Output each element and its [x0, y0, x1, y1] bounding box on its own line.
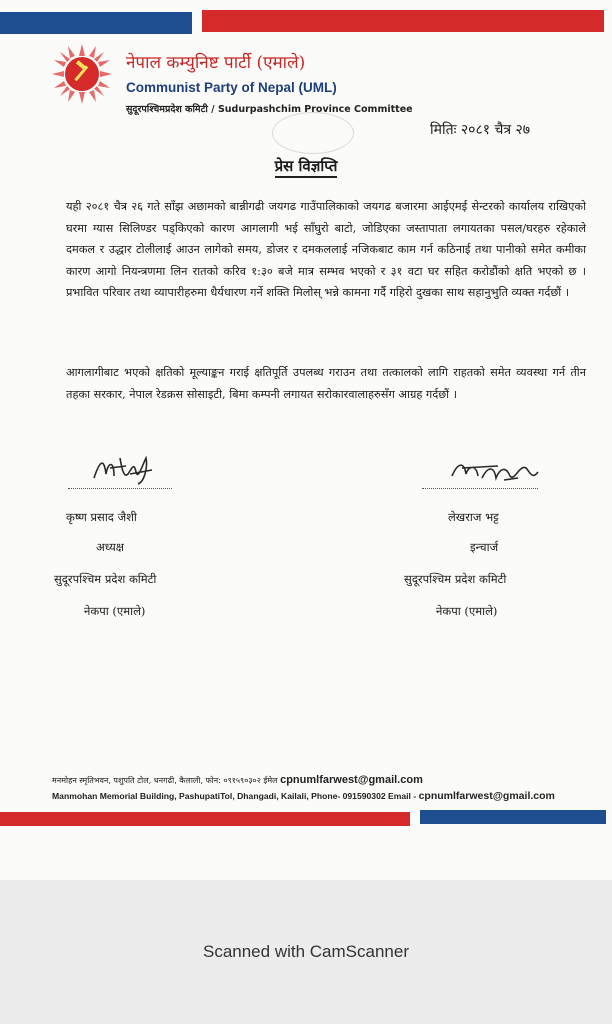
press-release-title — [0, 156, 612, 176]
body-paragraph-2: आगलागीबाट भएको क्षतिको मूल्याङ्कन गराई क्षतिपूर्ति उपलब्ध गराउन तथा तत्कालको लागि राहतको समेत व्यवस्था गर्न तीन तहका सरकार, नेपाल रेडक्रस सोसाइटी, बिमा कम्पनी लगायत सरोकारवालाहरुसँग आग्रह गर्दछौं । — [66, 366, 586, 401]
signer-right-position: इन्चार्ज — [470, 540, 499, 554]
signer-left-committee: सुदूरपश्चिम प्रदेश कमिटी — [54, 572, 157, 586]
signature-line-left — [68, 488, 172, 489]
footer-address-english — [52, 790, 555, 802]
body-paragraph-1: यही २०८१ चैत्र २६ गते साँझ अछामको बान्नीगढी जयगढ गाउँपालिकाको जयगढ बजारमा आईएमई सेन्टरको कार्यालय राखिएको घरमा ग्यास सिलिण्डर पड्किएको कारण आगलागी भई साँघुरो बाटो, जोडिएका जस्तापाता लगायतका पसल/घरहरु रहेकाले दमकल र उद्धार टोलीलाई आउन लागेको समय, डोजर र दमकललाई नजिकबाट काम गर्न कठिनाई तथा पानीको समेत कमीका कारण आगो नियन्त्रणमा लिन रातको करिव १:३० बजे मात्र सम्भव भएको र ३१ वटा घर सहित करोडौंको क्षति भएको छ । प्रभावित परिवार तथा व्यापारीहरुमा धैर्यधारण गर्ने शक्ति मिलोस् भन्ने कामना गर्दै गहिरो दुखका साथ सहानुभुति व्यक्त गर्दछौं । — [66, 200, 586, 299]
bottom-blue-band — [420, 810, 606, 824]
signer-right-committee: सुदूरपश्चिम प्रदेश कमिटी — [404, 572, 507, 586]
signer-left-position: अध्यक्ष — [96, 540, 125, 554]
top-blue-band — [0, 12, 192, 34]
top-red-band — [202, 10, 604, 32]
letter-date: मितिः २०८१ चैत्र २७ — [430, 122, 531, 138]
footer-line1-email: cpnumlfarwest@gmail.com — [280, 774, 423, 786]
scanner-watermark-area — [0, 880, 612, 1024]
bottom-red-band — [0, 812, 410, 826]
signature-left — [90, 452, 160, 486]
footer-address-nepali — [52, 774, 423, 786]
signer-right-name: लेखराज भट्ट — [448, 510, 499, 524]
signature-line-right — [422, 488, 538, 489]
signer-right-party: नेकपा (एमाले) — [436, 604, 498, 618]
footer-line2-text: Manmohan Memorial Building, PashupatiTol, Dhangadi, Kailali, Phone- 091590302 Email - — [52, 791, 417, 801]
committee-name: सुदूरपश्चिमप्रदेश कमिटी / Sudurpashchim Province Committee — [126, 104, 413, 115]
signature-right — [448, 456, 544, 486]
party-name-nepali: नेपाल कम्युनिष्ट पार्टी (एमाले) — [126, 53, 306, 73]
scanner-watermark-text: Scanned with CamScanner — [202, 942, 409, 961]
footer-line2-email: cpnumlfarwest@gmail.com — [418, 790, 555, 802]
signer-left-party: नेकपा (एमाले) — [84, 604, 146, 618]
signer-left-name: कृष्ण प्रसाद जैशी — [66, 510, 137, 524]
party-name-english: Communist Party of Nepal (UML) — [126, 80, 337, 95]
hammer-sickle-sun-icon — [50, 42, 114, 106]
footer-line1-text: मनमोहन स्मृतिभवन, पशुपति टोल, धनगढी, कैलाली, फोन: ०९१५९०३०२ ईमेल — [52, 776, 278, 785]
faint-stamp — [272, 112, 354, 154]
title-text: प्रेस विज्ञप्ति — [275, 157, 338, 178]
